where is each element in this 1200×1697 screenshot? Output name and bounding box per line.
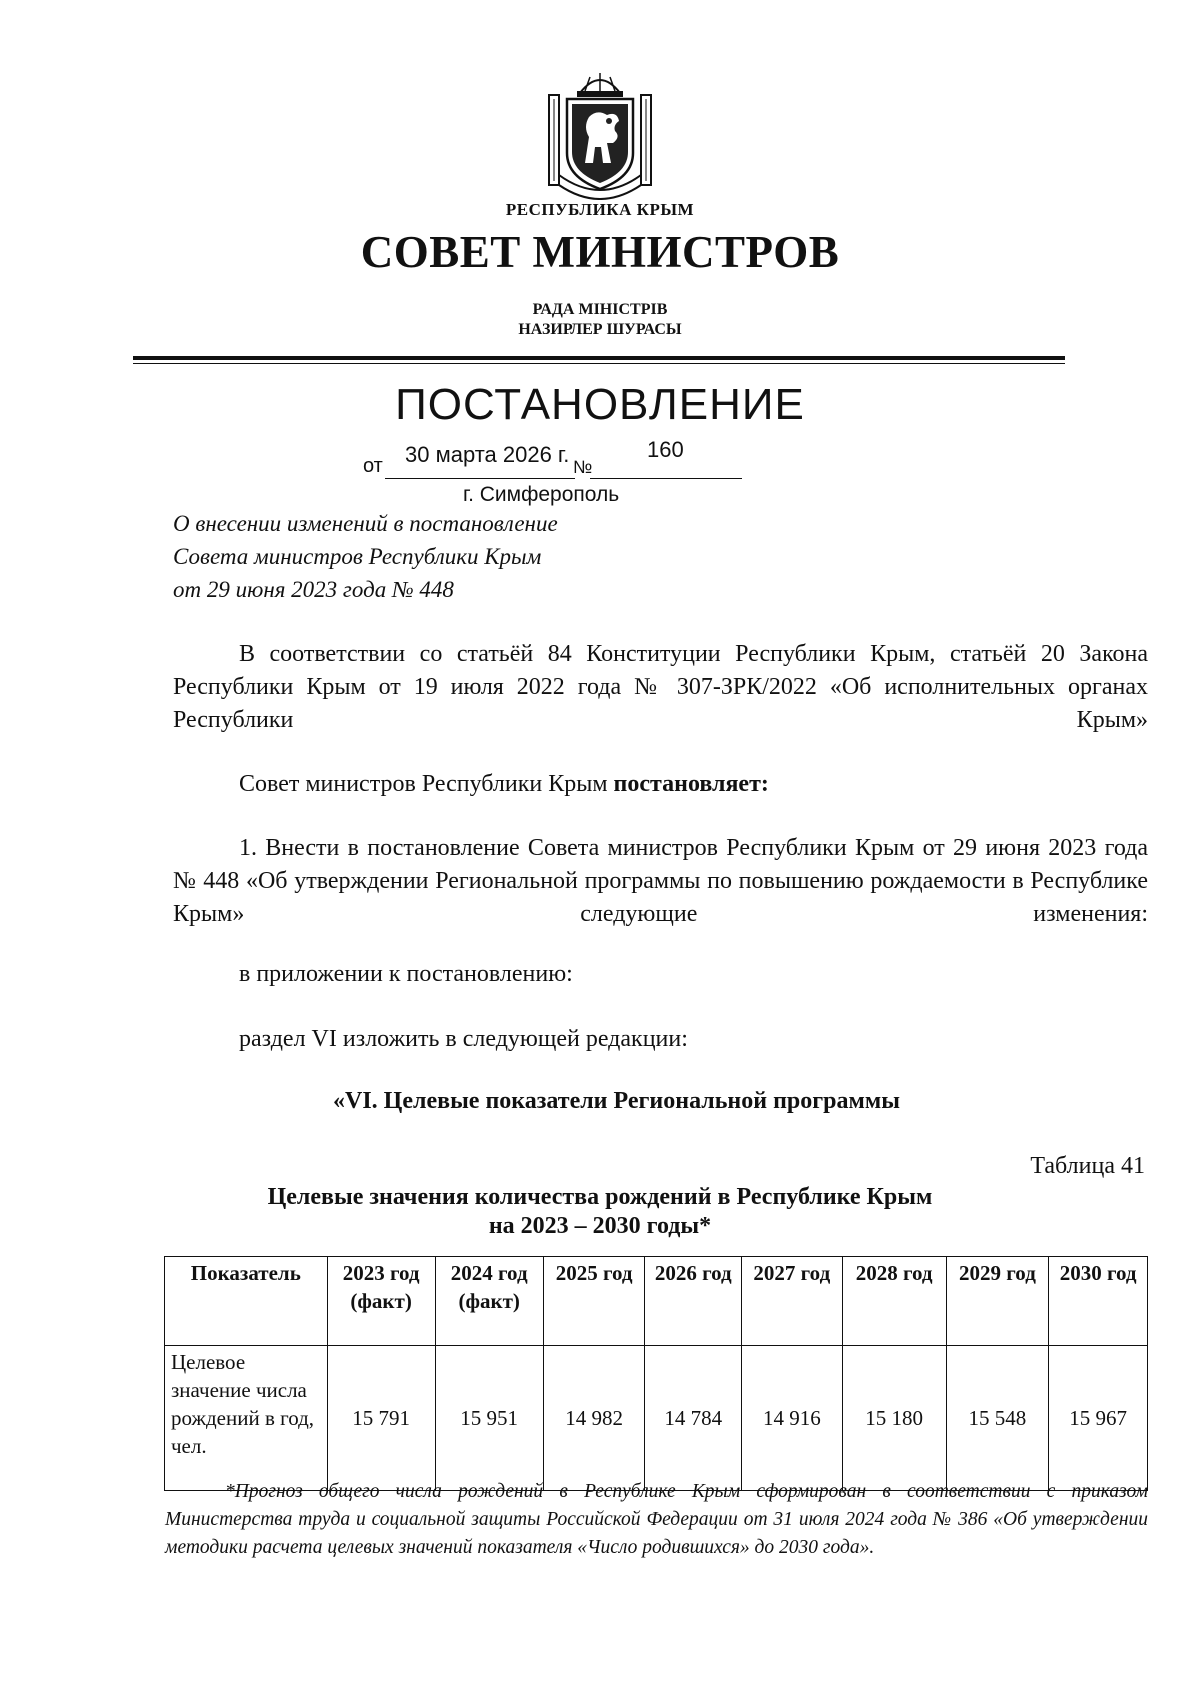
date-underline	[385, 478, 575, 479]
header-2024: 2024 год (факт)	[435, 1257, 543, 1346]
header-2029: 2029 год	[946, 1257, 1049, 1346]
document-type: ПОСТАНОВЛЕНИЕ	[395, 380, 805, 429]
table-row	[165, 1346, 1148, 1491]
value-2030: 15 967	[1049, 1346, 1148, 1491]
section-change-paragraph: раздел VI изложить в следующей редакции:	[239, 1026, 688, 1052]
value-2027: 14 916	[741, 1346, 842, 1491]
number-sign: №	[573, 457, 593, 477]
value-2025: 14 982	[543, 1346, 645, 1491]
value-2024: 15 951	[435, 1346, 543, 1491]
document-city: г. Симферополь	[463, 483, 620, 506]
number-underline	[590, 478, 742, 479]
table-title-line-1: Целевые значения количества рождений в Республике Крым	[267, 1184, 933, 1210]
header-rule-thick	[133, 356, 1065, 360]
header-2023: 2023 год (факт)	[327, 1257, 435, 1346]
header-2030: 2030 год	[1049, 1257, 1148, 1346]
subject-line-3: от 29 июня 2023 года № 448	[173, 577, 454, 602]
coat-of-arms-icon	[545, 65, 655, 200]
council-name: СОВЕТ МИНИСТРОВ	[360, 227, 840, 277]
table-title-line-2: на 2023 – 2030 годы*	[488, 1213, 712, 1239]
header-2026: 2026 год	[645, 1257, 742, 1346]
header-2027: 2027 год	[741, 1257, 842, 1346]
council-name-ukrainian: РАДА МІНІСТРІВ	[532, 301, 668, 318]
table-header-row	[165, 1257, 1148, 1346]
document-number: 160	[647, 437, 684, 462]
header-rule-thin	[133, 363, 1065, 364]
value-2023: 15 791	[327, 1346, 435, 1491]
preamble-paragraph: В соответствии со статьёй 84 Конституции Республики Крым, статьёй 20 Закона Республики Крым от 19 июля 2022 года № 307-ЗРК/2022 «Об исполнительных органах Республики Крым»	[173, 641, 1148, 733]
resolve-paragraph	[173, 768, 1148, 801]
council-name-crimean-tatar: НАЗИРЛЕР ШУРАСЫ	[518, 321, 682, 338]
subject-line-1: О внесении изменений в постановление	[173, 511, 558, 536]
value-2029: 15 548	[946, 1346, 1049, 1491]
resolve-keyword: постановляет:	[613, 771, 769, 797]
date-prefix: от	[363, 455, 383, 477]
header-2028: 2028 год	[842, 1257, 946, 1346]
value-2026: 14 784	[645, 1346, 742, 1491]
row-label: Целевое значение числа рождений в год, чел.	[165, 1346, 328, 1491]
value-2028: 15 180	[842, 1346, 946, 1491]
appendix-paragraph: в приложении к постановлению:	[239, 961, 573, 987]
header-indicator: Показатель	[165, 1257, 328, 1346]
subject-line-2: Совета министров Республики Крым	[173, 544, 542, 569]
resolve-lead: Совет министров Республики Крым	[239, 771, 614, 797]
table-footnote: *Прогноз общего числа рождений в Республике Крым сформирован в соответствии с приказом Министерства труда и социальной защиты Российской Федерации от 31 июля 2024 года № 386 «Об утверждении методики расчета целевых значений показателя «Число родившихся» до 2030 года».	[165, 1481, 1148, 1558]
item-1-paragraph: 1. Внести в постановление Совета министров Республики Крым от 29 июня 2023 года № 448 «Об утверждении Региональной программы по повышению рождаемости в Республике Крым» следующие изменения:	[173, 835, 1148, 927]
table-number: Таблица 41	[1030, 1153, 1145, 1179]
document-date: 30 марта 2026 г.	[405, 442, 570, 467]
republic-name: РЕСПУБЛИКА КРЫМ	[505, 200, 695, 219]
header-2025: 2025 год	[543, 1257, 645, 1346]
section-title: «VI. Целевые показатели Региональной программы	[333, 1088, 900, 1114]
targets-table	[164, 1256, 1148, 1491]
